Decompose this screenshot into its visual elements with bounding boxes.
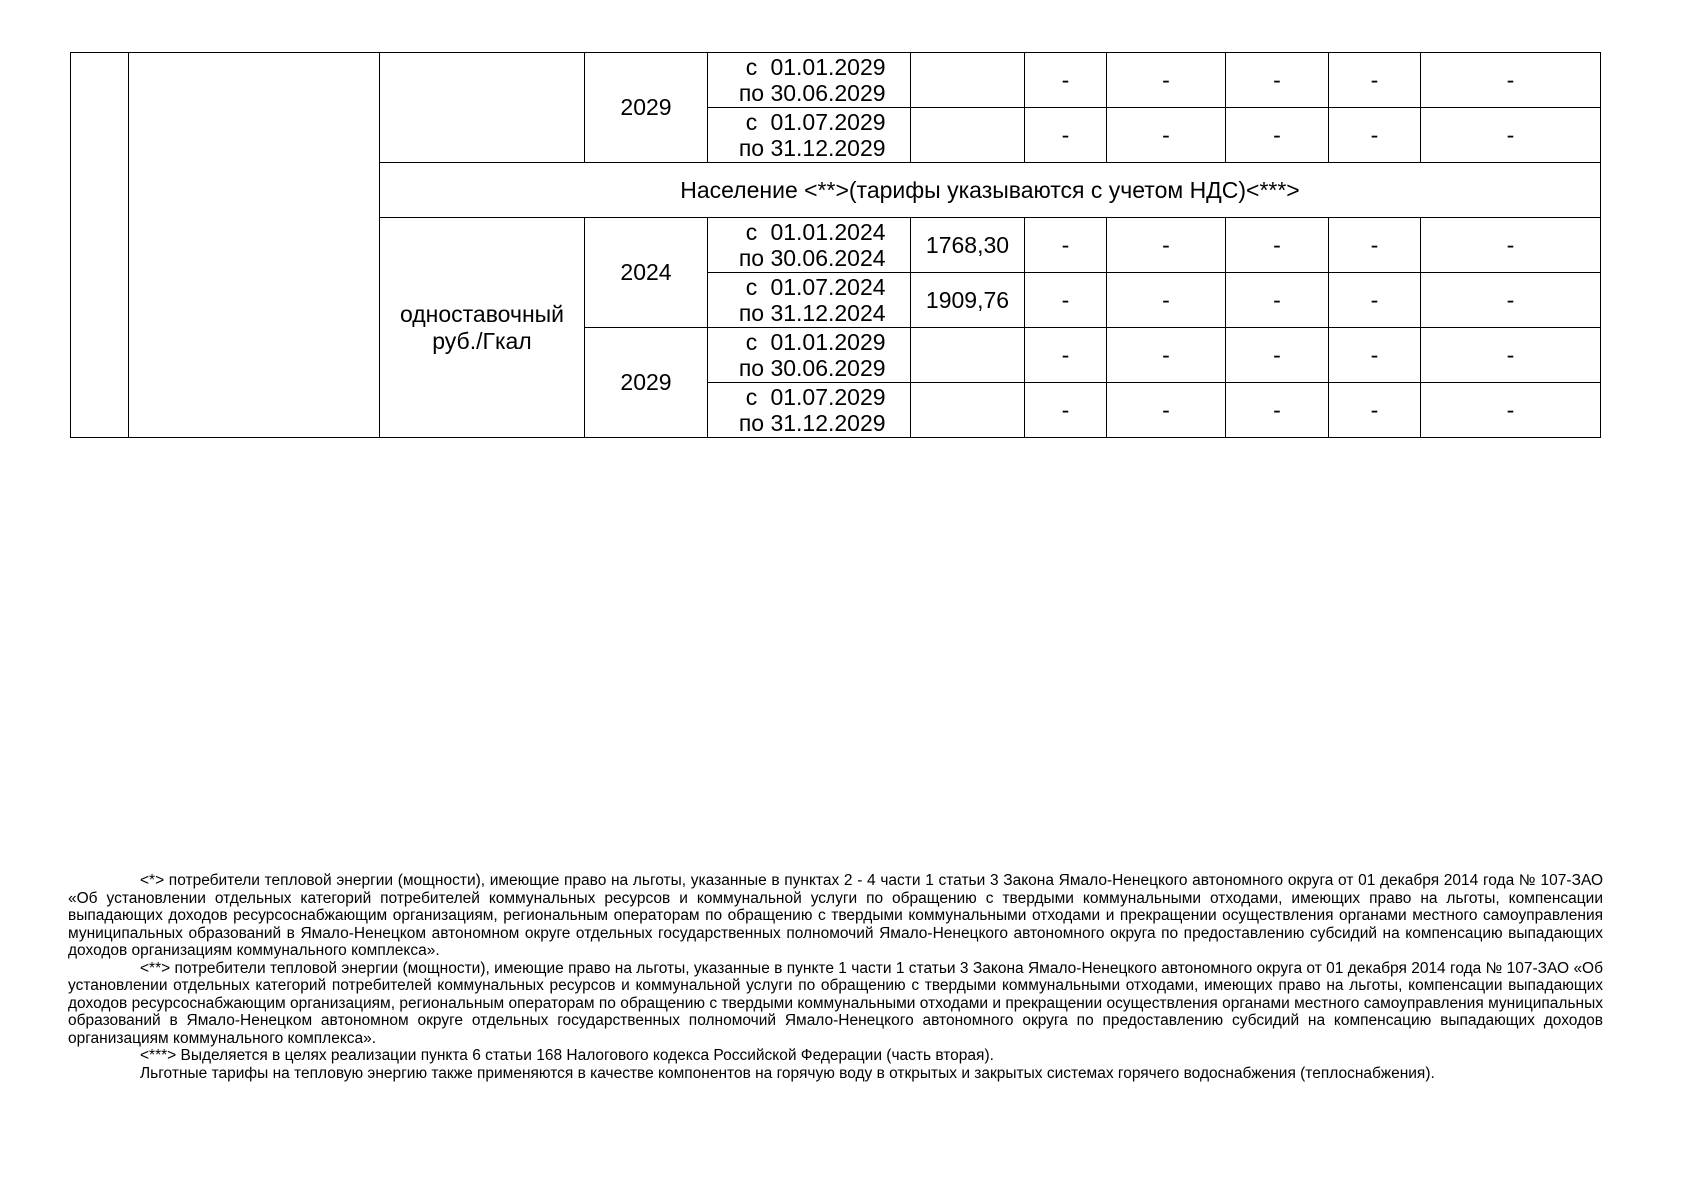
tariff-type-cell: одноставочный руб./Гкал (380, 218, 585, 438)
period-label: по (738, 135, 765, 161)
dash-cell: - (1421, 218, 1601, 273)
period-label: с (745, 274, 758, 300)
dash-cell: - (1421, 53, 1601, 108)
period-cell: с 01.07.2029 по 31.12.2029 (708, 383, 911, 438)
footnote-1: <*> потребители тепловой энергии (мощности), имеющие право на льготы, указанные в пунктах 2 - 4 части 1 статьи 3 Закона Ямало-Ненецкого автономного округа от 01 декабря 2014 года № 107-ЗАО «Об установлении отдельных категорий потребителей коммунальных ресурсов и коммунальной услуги по обращению с твердыми коммунальными отходами, имеющих право на льготы, компенсации выпадающих доходов ресурсоснабжающим организациям, региональным операторам по обращению с твердыми коммунальными отходами и прекращении осуществления органами местного самоуправления муниципальных образований в Ямало-Ненецком автономном округе отдельных государственных полномочий Ямало-Ненецкого автономного округа по предоставлению субсидий на компенсацию выпадающих доходов организациям коммунального комплекса». (68, 872, 1603, 959)
dash-cell: - (1025, 273, 1107, 328)
footnote-2: <**> потребители тепловой энергии (мощности), имеющие право на льготы, указанные в пункте 1 части 1 статьи 3 Закона Ямало-Ненецкого автономного округа от 01 декабря 2014 года № 107-ЗАО «Об установлении отдельных категорий потребителей коммунальных ресурсов и коммунальной услуги по обращению с твердыми коммунальными отходами, имеющих право на льготы, компенсации выпадающих доходов ресурсоснабжающим организациям, региональным операторам по обращению с твердыми коммунальными отходами и прекращении осуществления органами местного самоуправления муниципальных образований в Ямало-Ненецком автономном округе отдельных государственных полномочий Ямало-Ненецкого автономного округа по предоставлению субсидий на компенсацию выпадающих доходов организациям коммунального комплекса». (68, 959, 1603, 1047)
dash-cell: - (1025, 328, 1107, 383)
dash-cell: - (1329, 383, 1421, 438)
dash-cell: - (1226, 218, 1329, 273)
period-label: по (738, 245, 765, 271)
footnote-4: Льготные тарифы на тепловую энергию также применяются в качестве компонентов на горячую воду в открытых и закрытых системах горячего водоснабжения (теплоснабжения). (140, 1064, 1435, 1082)
dash-cell: - (1421, 328, 1601, 383)
table-row (71, 53, 1601, 108)
period-cell: с 01.07.2024 по 31.12.2024 (708, 273, 911, 328)
period-label: с (745, 219, 758, 245)
period-label: по (738, 355, 765, 381)
period-cell: с 01.01.2029 по 30.06.2029 (708, 328, 911, 383)
dash-cell: - (1025, 53, 1107, 108)
dash-cell: - (1329, 108, 1421, 163)
dash-cell: - (1107, 328, 1226, 383)
period-label: с (745, 384, 758, 410)
dash-cell: - (1226, 383, 1329, 438)
tariff-value-cell (911, 383, 1025, 438)
period-cell: с 01.01.2024 по 30.06.2024 (708, 218, 911, 273)
period-label: по (738, 300, 765, 326)
year-cell: 2024 (585, 218, 708, 328)
dash-cell: - (1421, 108, 1601, 163)
period-label: с (745, 54, 758, 80)
tariff-value-cell (911, 108, 1025, 163)
dash-cell: - (1329, 53, 1421, 108)
tariff-value-cell: 1768,30 (911, 218, 1025, 273)
period-label: по (738, 410, 765, 436)
organization-cell (129, 53, 380, 438)
dash-cell: - (1329, 218, 1421, 273)
period-label: с (745, 329, 758, 355)
year-cell: 2029 (585, 53, 708, 163)
dash-cell: - (1025, 383, 1107, 438)
dash-cell: - (1107, 273, 1226, 328)
dash-cell: - (1226, 328, 1329, 383)
dash-cell: - (1107, 53, 1226, 108)
dash-cell: - (1107, 218, 1226, 273)
period-cell: с 01.07.2029 по 31.12.2029 (708, 108, 911, 163)
dash-cell: - (1025, 218, 1107, 273)
dash-cell: - (1226, 273, 1329, 328)
index-cell (71, 53, 129, 438)
footnote-3: <***> Выделяется в целях реализации пункта 6 статьи 168 Налогового кодекса Российской Федерации (часть вторая). (140, 1047, 994, 1064)
tariff-type-cell (380, 53, 585, 163)
tariff-value-cell: 1909,76 (911, 273, 1025, 328)
dash-cell: - (1421, 383, 1601, 438)
dash-cell: - (1107, 383, 1226, 438)
tariff-table (70, 52, 1601, 438)
dash-cell: - (1329, 328, 1421, 383)
tariff-value-cell (911, 328, 1025, 383)
dash-cell: - (1226, 53, 1329, 108)
dash-cell: - (1226, 108, 1329, 163)
tariff-value-cell (911, 53, 1025, 108)
period-cell: с 01.01.2029 по 30.06.2029 (708, 53, 911, 108)
dash-cell: - (1107, 108, 1226, 163)
section-header: Население <**>(тарифы указываются с учетом НДС)<***> (380, 163, 1601, 218)
footnotes (68, 872, 1603, 1082)
dash-cell: - (1421, 273, 1601, 328)
period-label: по (738, 80, 765, 106)
year-cell: 2029 (585, 328, 708, 438)
dash-cell: - (1329, 273, 1421, 328)
period-label: с (745, 109, 758, 135)
dash-cell: - (1025, 108, 1107, 163)
